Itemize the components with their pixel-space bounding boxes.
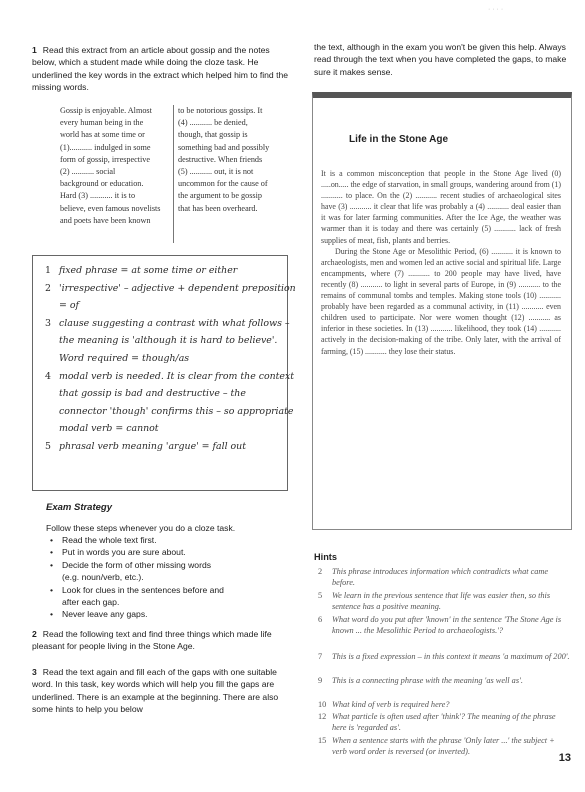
gossip-line: uncommon for the cause of [178,179,268,189]
strategy-step: • Never leave any gaps. [50,608,286,620]
gossip-line: Hard (3) ........... it is to [60,191,136,201]
hint-text: This phrase introduces information which contradicts what came before. [332,567,549,588]
gossip-line: destructive. When friends [178,154,263,164]
gossip-line: the argument to be gossip [178,191,262,201]
gossip-line: believe, even famous novelists [60,203,161,213]
hints-title: Hints [314,552,337,562]
hint-number: 9 [318,676,323,685]
hint-text: What particle is often used after 'think'? The meaning of the phrase here is 'regarded as'. [332,712,556,733]
hint-item [318,711,570,734]
gossip-line: (1)........... indulged in some [60,142,151,152]
note-number: 2 [45,282,51,294]
task-1-number: 1 [32,45,37,55]
note-text: clause suggesting a contrast with what follows – [59,317,290,329]
hint-number: 15 [318,736,327,745]
task-3-number: 3 [32,667,37,677]
note-number: 3 [45,317,51,329]
note-text: = of [59,300,79,312]
task-2-number: 2 [32,629,37,639]
exam-strategy-intro: Follow these steps whenever you do a cloze task. [46,523,236,533]
student-notes-box [32,255,296,491]
task-3-continuation: the text, although in the exam you won't be given this help. Always read through the text when you have completed the gaps, to make sure it makes sense. [314,42,567,77]
strategy-step: • Look for clues in the sentences before and [50,584,286,596]
task-2-instruction [32,628,294,653]
note-number: 4 [45,370,51,382]
hint-item [318,735,570,758]
hint-text: What kind of verb is required here? [332,700,450,709]
hint-text: What word do you put after 'known' in the sentence 'The Stone Age is known ... the Mesolithic Period to archaeologists.'? [332,615,562,636]
hint-item [318,590,570,613]
gossip-line: Gossip is enjoyable. Almost [60,106,152,115]
strategy-step: (e.g. noun/verb, etc.). [62,572,144,583]
stone-age-paragraph-2: During the Stone Age or Mesolithic Period, (6) ........... it is known to archaeologists, men and women led an active social and spiritual life. Large encampments, where (7) ........... to 200 people may have lived, have recently (8) ........... to light in several parts of Europe, in (9) ........... to the remains of communal tombs and temples. Making stone tools (10) ........... probably have been regarded as a communal activity, in (11) ........... even children used to participate. Nor were women thought (12) ........... as inferior in these societies. In (13) ........... likelihood, they took (14) ........... actively in the decision-making of the tribe. Only later, with the arrival of farming, (15) ........... they lose their status. [321,246,561,356]
strategy-step: • Put in words you are sure about. [50,546,286,558]
stone-age-text-box [312,92,572,530]
note-text: modal verb = cannot [59,423,159,435]
hint-number: 7 [318,652,323,661]
stone-age-text [321,168,561,357]
gossip-line: form of gossip, irrespective [60,154,151,164]
hint-number: 12 [318,712,327,721]
hint-text: This is a fixed expression – in this context it means 'a maximum of 200'. [332,652,570,661]
gossip-extract [60,105,292,245]
gossip-line: (2) ........... social [60,167,116,177]
stone-age-title: Life in the Stone Age [349,134,449,145]
note-text: that gossip is bad and destructive – the [59,388,246,400]
gossip-extract-right-column [178,105,269,215]
gossip-line: though, that gossip is [178,130,248,140]
gossip-column-divider [173,105,174,243]
hint-item [318,699,570,710]
task-3-instruction [32,666,294,716]
strategy-step: • Read the whole text first. [50,534,286,546]
gossip-line: to be notorious gossips. It [178,106,263,115]
hint-text: When a sentence starts with the phrase 'Only later ...' the subject + verb word order is reversed (or inverted). [332,736,555,757]
gossip-line: (5) ........... out, it is not [178,167,254,177]
task-1-instruction [32,44,294,94]
note-text: phrasal verb meaning 'argue' = fall out [59,441,246,452]
task-2-text: Read the following text and find three things which made life pleasant for people living in the Stone Age. [32,629,272,652]
note-text: Word required = though/as [59,353,190,364]
hint-number: 10 [318,700,327,709]
gossip-line: background or education. [60,179,144,189]
gossip-line: and poets have been known [60,215,151,225]
gossip-line: something bad and possibly [178,142,270,152]
hint-item [318,566,570,589]
hint-number: 5 [318,591,323,600]
hint-item [318,651,570,662]
note-text: 'irrespective' – adjective + dependent preposition [59,282,296,294]
header-fragment: · · · · [488,6,504,13]
gossip-line: world has at some time or [60,130,145,140]
task-3-text: Read the text again and fill each of the gaps with one suitable word. In this task, key words which will help you fill the gaps are underlined. There is an example at the beginning. There are also some hints to help you below [32,667,279,715]
hint-item [318,675,570,686]
task-1-text: Read this extract from an article about gossip and the notes below, which a student made while doing the cloze task. He underlined the key words in the extract which helped him to find the missing words. [32,45,289,93]
exam-strategy-title: Exam Strategy [46,502,113,513]
hint-text: This is a connecting phrase with the meaning 'as well as'. [332,676,523,685]
stone-age-paragraph-1: It is a common misconception that people in the Stone Age lived (0) .....on..... the edge of starvation, in small groups, wandering around from (1) ........... to place. On the (2) ........... recent studies of archaeological sites have (3) ........... it clear that life was probably a (4) ........... deal easier than it was for later farming communities. After the Ice Age, the weather was warmer than it is today and there was certainly (5) ........... lack of fresh supplies of meat, fish, plants and berries. [321,169,561,245]
note-number: 1 [45,265,51,276]
note-text: the meaning is 'although it is hard to believe'. [59,335,278,347]
note-text: fixed phrase = at some time or either [59,265,238,276]
gossip-line: that has been overheard. [178,203,258,213]
note-text: modal verb is needed. It is clear from the context [59,370,295,382]
hint-number: 6 [318,615,323,624]
page-number: 13 [558,752,571,764]
strategy-step: • Decide the form of other missing words [50,559,286,571]
note-number: 5 [45,441,51,452]
note-text: connector 'though' confirms this – so appropriate [59,405,294,417]
strategy-step: after each gap. [62,597,120,608]
gossip-line: (4) ........... be denied, [178,118,248,128]
hint-number: 2 [318,567,323,576]
exam-strategy-steps [50,534,286,621]
hint-text: We learn in the previous sentence that life was easier then, so this sentence has a positive meaning. [332,591,551,612]
gossip-line: every human being in the [60,118,144,128]
gossip-extract-left-column [60,105,161,227]
hint-item [318,614,570,637]
